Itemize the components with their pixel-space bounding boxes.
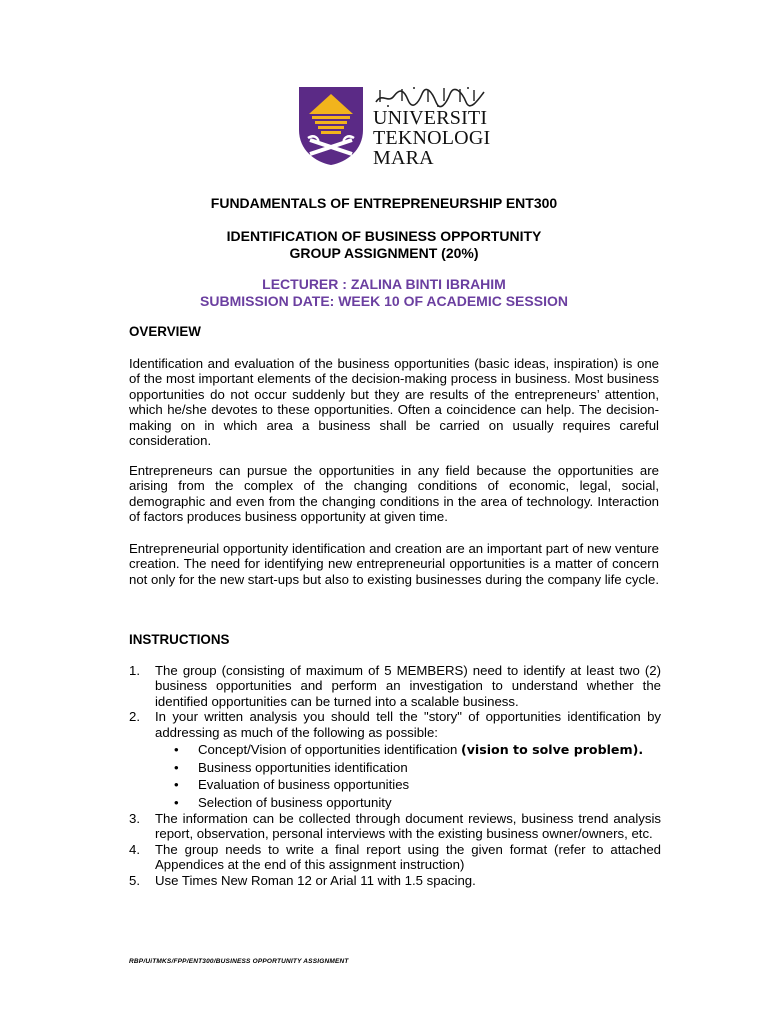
course-title: FUNDAMENTALS OF ENTREPRENEURSHIP ENT300 [210, 195, 558, 211]
submission-date: SUBMISSION DATE: WEEK 10 OF ACADEMIC SESSION [200, 293, 568, 309]
sub-list-item: • Selection of business opportunity [174, 794, 392, 810]
logo-line-mara: MARA [373, 147, 434, 169]
overview-paragraph-1: Identification and evaluation of the business opportunities (basic ideas, inspiration) is one of the most important elements of the decision-making process in business. Most business opportunities do not occur suddenly but they are results of the entrepreneurs’ attention, which he/she devotes to these opportunities. Often a coincidence can help. The decision-making on in which area a business shall be carried on usually requires careful consideration. [129, 356, 659, 449]
document-footer: RBP/UiTMKS/FPP/ENT300/BUSINESS OPPORTUNITY ASSIGNMENT [129, 958, 349, 965]
list-item: 5. Use Times New Roman 12 or Arial 11 with 1.5 spacing. [129, 872, 476, 888]
logo-line-universiti: UNIVERSITI [373, 107, 488, 129]
list-item: 3. The information can be collected through document reviews, business trend analysis report, observation, personal interviews with the existing business owner/owners, etc. [129, 811, 661, 842]
logo-line-teknologi: TEKNOLOGI [373, 127, 491, 149]
list-item: 4. The group needs to write a final report using the given format (refer to attached Appendices at the end of this assignment instruction) [129, 841, 661, 873]
sub-list [129, 741, 661, 811]
uitm-shield-icon [298, 86, 364, 166]
list-item: 2. In your written analysis you should tell the "story" of opportunities identification by addressing as much of the following as possible: [129, 709, 661, 740]
sub-list-item: • Evaluation of business opportunities [174, 777, 410, 793]
jawi-script-icon [374, 86, 486, 108]
assignment-title: IDENTIFICATION OF BUSINESS OPPORTUNITY [226, 228, 542, 244]
uitm-logo [298, 86, 493, 169]
lecturer-name: LECTURER : ZALINA BINTI IBRAHIM [262, 276, 506, 292]
university-name [373, 108, 490, 168]
sub-list-item: • Concept/Vision of opportunities identification (vision to solve problem). [174, 742, 644, 758]
overview-paragraph-3: Entrepreneurial opportunity identification and creation are an important part of new venture creation. The need for identifying new entrepreneurial opportunities is a matter of concern not only for the new start-ups but also to existing businesses during the company life cycle. [129, 541, 659, 587]
overview-heading: OVERVIEW [129, 324, 201, 339]
instructions-list [129, 663, 661, 888]
emphasis-text: (vision to solve problem). [460, 742, 644, 758]
sub-list-item: • Business opportunities identification [174, 759, 408, 775]
list-item: 1. The group (consisting of maximum of 5 MEMBERS) need to identify at least two (2) business opportunities and perform an investigation to understand whether the identified opportunities can be turned into a scalable business. [129, 663, 661, 709]
assignment-weight: GROUP ASSIGNMENT (20%) [289, 245, 479, 261]
overview-paragraph-2: Entrepreneurs can pursue the opportunities in any field because the opportunities are arising from the complex of the changing conditions of economic, legal, social, demographic and even from the changing conditions in the area of technology. Interaction of factors produces business opportunity at given time. [129, 463, 659, 525]
instructions-heading: INSTRUCTIONS [129, 632, 230, 647]
